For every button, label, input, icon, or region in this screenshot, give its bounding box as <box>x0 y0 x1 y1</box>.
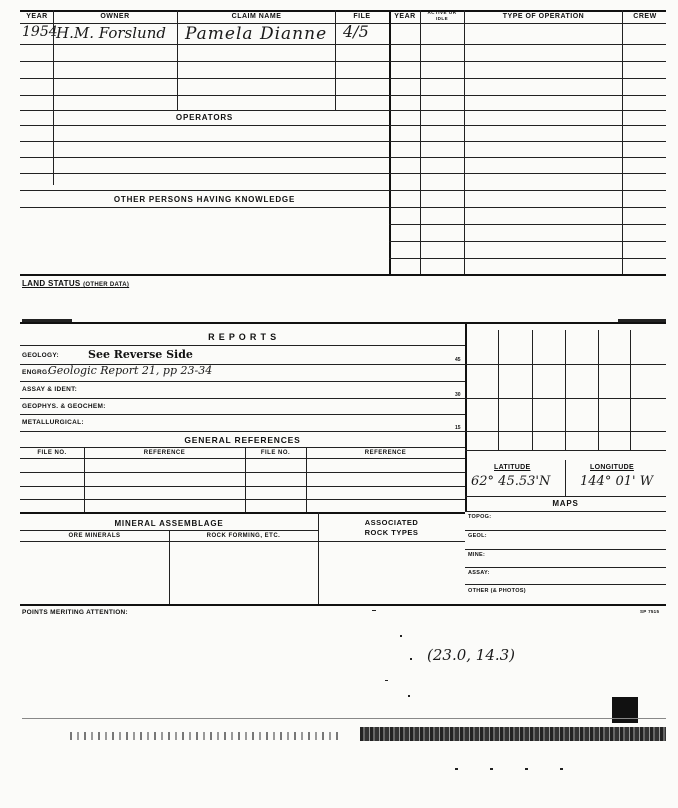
report-label-assay: ASSAY & IDENT: <box>22 386 78 393</box>
header-active-idle: ACTIVE OR IDLE <box>427 10 457 21</box>
gr-header-file-no-1: FILE NO. <box>37 450 67 456</box>
report-label-metallurgical: METALLURGICAL: <box>22 419 84 426</box>
report-label-geology: GEOLOGY: <box>22 352 59 359</box>
ore-minerals-header: ORE MINERALS <box>68 533 121 539</box>
header-year-2: YEAR <box>394 13 416 20</box>
maps-row-assay: ASSAY: <box>468 570 490 576</box>
header-file: FILE <box>353 13 371 20</box>
header-year: YEAR <box>26 13 48 20</box>
maps-title: MAPS <box>552 499 579 508</box>
operators-label: OPERATORS <box>175 113 234 122</box>
latitude-label: LATITUDE <box>494 464 531 471</box>
entry-year: 1954 <box>22 24 58 40</box>
points-handwritten-coords: (23.0, 14.3) <box>427 646 516 664</box>
report-num-metallurgical: 15 <box>455 425 461 431</box>
longitude-label: LONGITUDE <box>590 464 634 471</box>
header-claim-name: CLAIM NAME <box>231 13 282 20</box>
entry-claim-name: Pamela Dianne <box>185 24 328 44</box>
entry-owner: H.M. Forslund <box>56 24 166 42</box>
mineral-assemblage-title: MINERAL ASSEMBLAGE <box>114 519 224 528</box>
report-num-assay: 30 <box>455 392 461 398</box>
reports-title: R E P O R T S <box>208 332 277 342</box>
maps-row-mine: MINE: <box>468 552 486 558</box>
longitude-value: 144° 01' W <box>580 474 654 489</box>
points-meriting-label: POINTS MERITING ATTENTION: <box>22 609 129 616</box>
land-status-label <box>22 279 129 288</box>
entry-file: 4/5 <box>343 22 369 41</box>
maps-row-geol: GEOL: <box>468 533 487 539</box>
other-persons-label: OTHER PERSONS HAVING KNOWLEDGE <box>113 195 296 204</box>
report-value-geology: See Reverse Side <box>88 348 193 361</box>
report-num-geology: 45 <box>455 357 461 363</box>
maps-row-topog: TOPOG: <box>468 514 492 520</box>
rock-forming-header: ROCK FORMING, ETC. <box>206 533 281 539</box>
associated-rock-types-line1: ASSOCIATED <box>364 518 419 527</box>
form-number: SP 7515 <box>640 609 660 614</box>
gr-header-reference-2: REFERENCE <box>364 450 407 456</box>
header-owner: OWNER <box>100 13 130 20</box>
latitude-value: 62° 45.53'N <box>471 474 551 489</box>
land-status-title: LAND STATUS <box>22 279 81 288</box>
report-label-geophys: GEOPHYS. & GEOCHEM: <box>22 403 106 410</box>
land-status-sub: (OTHER DATA) <box>83 282 130 288</box>
associated-rock-types-line2: ROCK TYPES <box>364 528 419 537</box>
general-references-title: GENERAL REFERENCES <box>184 435 301 445</box>
report-value-engrg: Geologic Report 21, pp 23-34 <box>48 364 213 377</box>
header-type-of-operation: TYPE OF OPERATION <box>502 13 585 20</box>
gr-header-file-no-2: FILE NO. <box>260 450 291 456</box>
report-label-engrg: ENGRG: <box>22 369 50 376</box>
maps-row-other: OTHER (& PHOTOS) <box>468 588 526 594</box>
gr-header-reference-1: REFERENCE <box>143 450 186 456</box>
header-crew: CREW <box>633 13 657 20</box>
